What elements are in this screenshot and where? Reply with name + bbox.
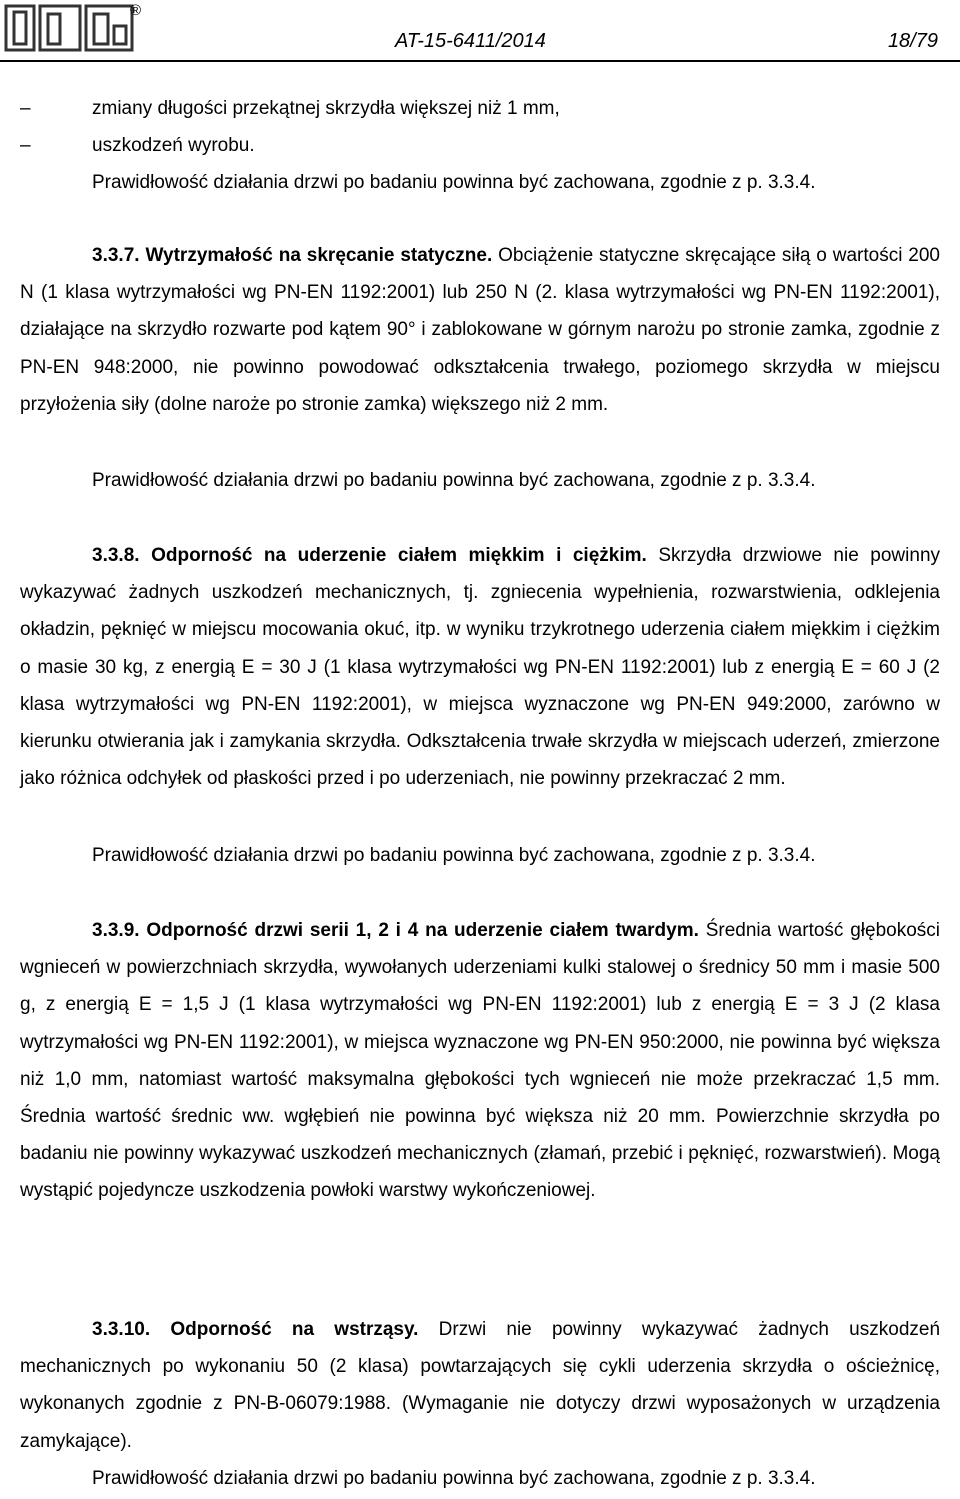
section-number: 3.3.10. [92, 1319, 151, 1340]
document-id: AT-15-6411/2014 [395, 30, 546, 52]
section-title: Odporność na wstrząsy. [170, 1319, 419, 1340]
section-3-3-7 [20, 237, 940, 423]
itb-logo [4, 4, 144, 54]
section-title: Odporność na uderzenie ciałem miękkim i ciężkim. [151, 545, 647, 566]
list-dash: – [20, 135, 31, 156]
list-item-text: zmiany długości przekątnej skrzydła większej niż 1 mm, [92, 98, 560, 119]
section-body: Obciążenie statyczne skręcające siłą o wartości 200 N (1 klasa wytrzymałości wg PN-EN 1192:2001) lub 250 N (2. klasa wytrzymałości wg PN-EN 1192:2001), działające na skrzydło rozwarte pod kątem 90° i zablokowane w górnym narożu po stronie zamka, zgodnie z PN-EN 948:2000, nie powinno powodować odkształcenia trwałego, poziomego skrzydła w miejscu przyłożenia siły (dolne naroże po stronie zamka) większego niż 2 mm. [20, 245, 941, 415]
section-title: Odporność drzwi serii 1, 2 i 4 na uderzenie ciałem twardym. [146, 920, 699, 941]
page-number: 18/79 [887, 30, 938, 52]
section-number: 3.3.9. [92, 920, 140, 941]
functionality-note: Prawidłowość działania drzwi po badaniu powinna być zachowana, zgodnie z p. 3.3.4. [92, 172, 816, 193]
section-body: Drzwi nie powinny wykazywać żadnych uszkodzeń mechanicznych po wykonaniu 50 (2 klasa) powtarzających się cykli uderzenia skrzydła o ościeżnicę, wykonanych zgodnie z PN-B-06079:1988. (Wymaganie nie dotyczy drzwi wyposażonych w urządzenia zamykające). [20, 1319, 941, 1452]
section-body: Skrzydła drzwiowe nie powinny wykazywać żadnych uszkodzeń mechanicznych, tj. zgniecenia wypełnienia, rozwarstwienia, odklejenia okładzin, pęknięć w miejscu mocowania okuć, itp. w wyniku trzykrotnego uderzenia ciałem miękkim i ciężkim o masie 30 kg, z energią E = 30 J (1 klasa wytrzymałości wg PN-EN 1192:2001) lub z energią E = 60 J (2 klasa wytrzymałości wg PN-EN 1192:2001), w miejsca wyznaczone wg PN-EN 949:2000, zarówno w kierunku otwierania jak i zamykania skrzydła. Odkształcenia trwałe skrzydła w miejscach uderzeń, zmierzone jako różnica odchyłek od płaskości przed i po uderzeniach, nie powinny przekraczać 2 mm. [20, 545, 941, 790]
registered-mark: ® [130, 2, 142, 19]
section-number: 3.3.7. [92, 245, 140, 266]
list-item-text: uszkodzeń wyrobu. [92, 135, 255, 156]
list-item [20, 127, 255, 164]
page-header [0, 0, 960, 70]
section-number: 3.3.8. [92, 545, 140, 566]
functionality-note: Prawidłowość działania drzwi po badaniu powinna być zachowana, zgodnie z p. 3.3.4. [92, 470, 816, 491]
section-body: Średnia wartość głębokości wgnieceń w powierzchniach skrzydła, wywołanych uderzeniami kulki stalowej o średnicy 50 mm i masie 500 g, z energią E = 1,5 J (1 klasa wytrzymałości wg PN-EN 1192:2001) lub z energią E = 3 J (2 klasa wytrzymałości wg PN-EN 1192:2001), w miejsca wyznaczone wg PN-EN 950:2000, nie powinna być większa niż 1,0 mm, natomiast wartość maksymalna głębokości tych wgnieceń nie może przekraczać 1,5 mm. Średnia wartość średnic ww. wgłębień nie powinna być większa niż 20 mm. Powierzchnie skrzydła po badaniu nie powinny wykazywać uszkodzeń mechanicznych (złamań, przebić i pęknięć, rozwarstwień). Mogą wystąpić pojedyncze uszkodzenia powłoki warstwy wykończeniowej. [20, 920, 940, 1202]
list-dash: – [20, 98, 31, 119]
section-3-3-8 [20, 537, 940, 797]
functionality-note: Prawidłowość działania drzwi po badaniu powinna być zachowana, zgodnie z p. 3.3.4. [92, 1468, 816, 1489]
section-title: Wytrzymałość na skręcanie statyczne. [145, 245, 493, 266]
functionality-note: Prawidłowość działania drzwi po badaniu powinna być zachowana, zgodnie z p. 3.3.4. [92, 845, 816, 866]
list-item [20, 90, 560, 127]
header-rule [0, 60, 960, 62]
section-3-3-10 [20, 1311, 940, 1460]
section-3-3-9 [20, 912, 940, 1210]
